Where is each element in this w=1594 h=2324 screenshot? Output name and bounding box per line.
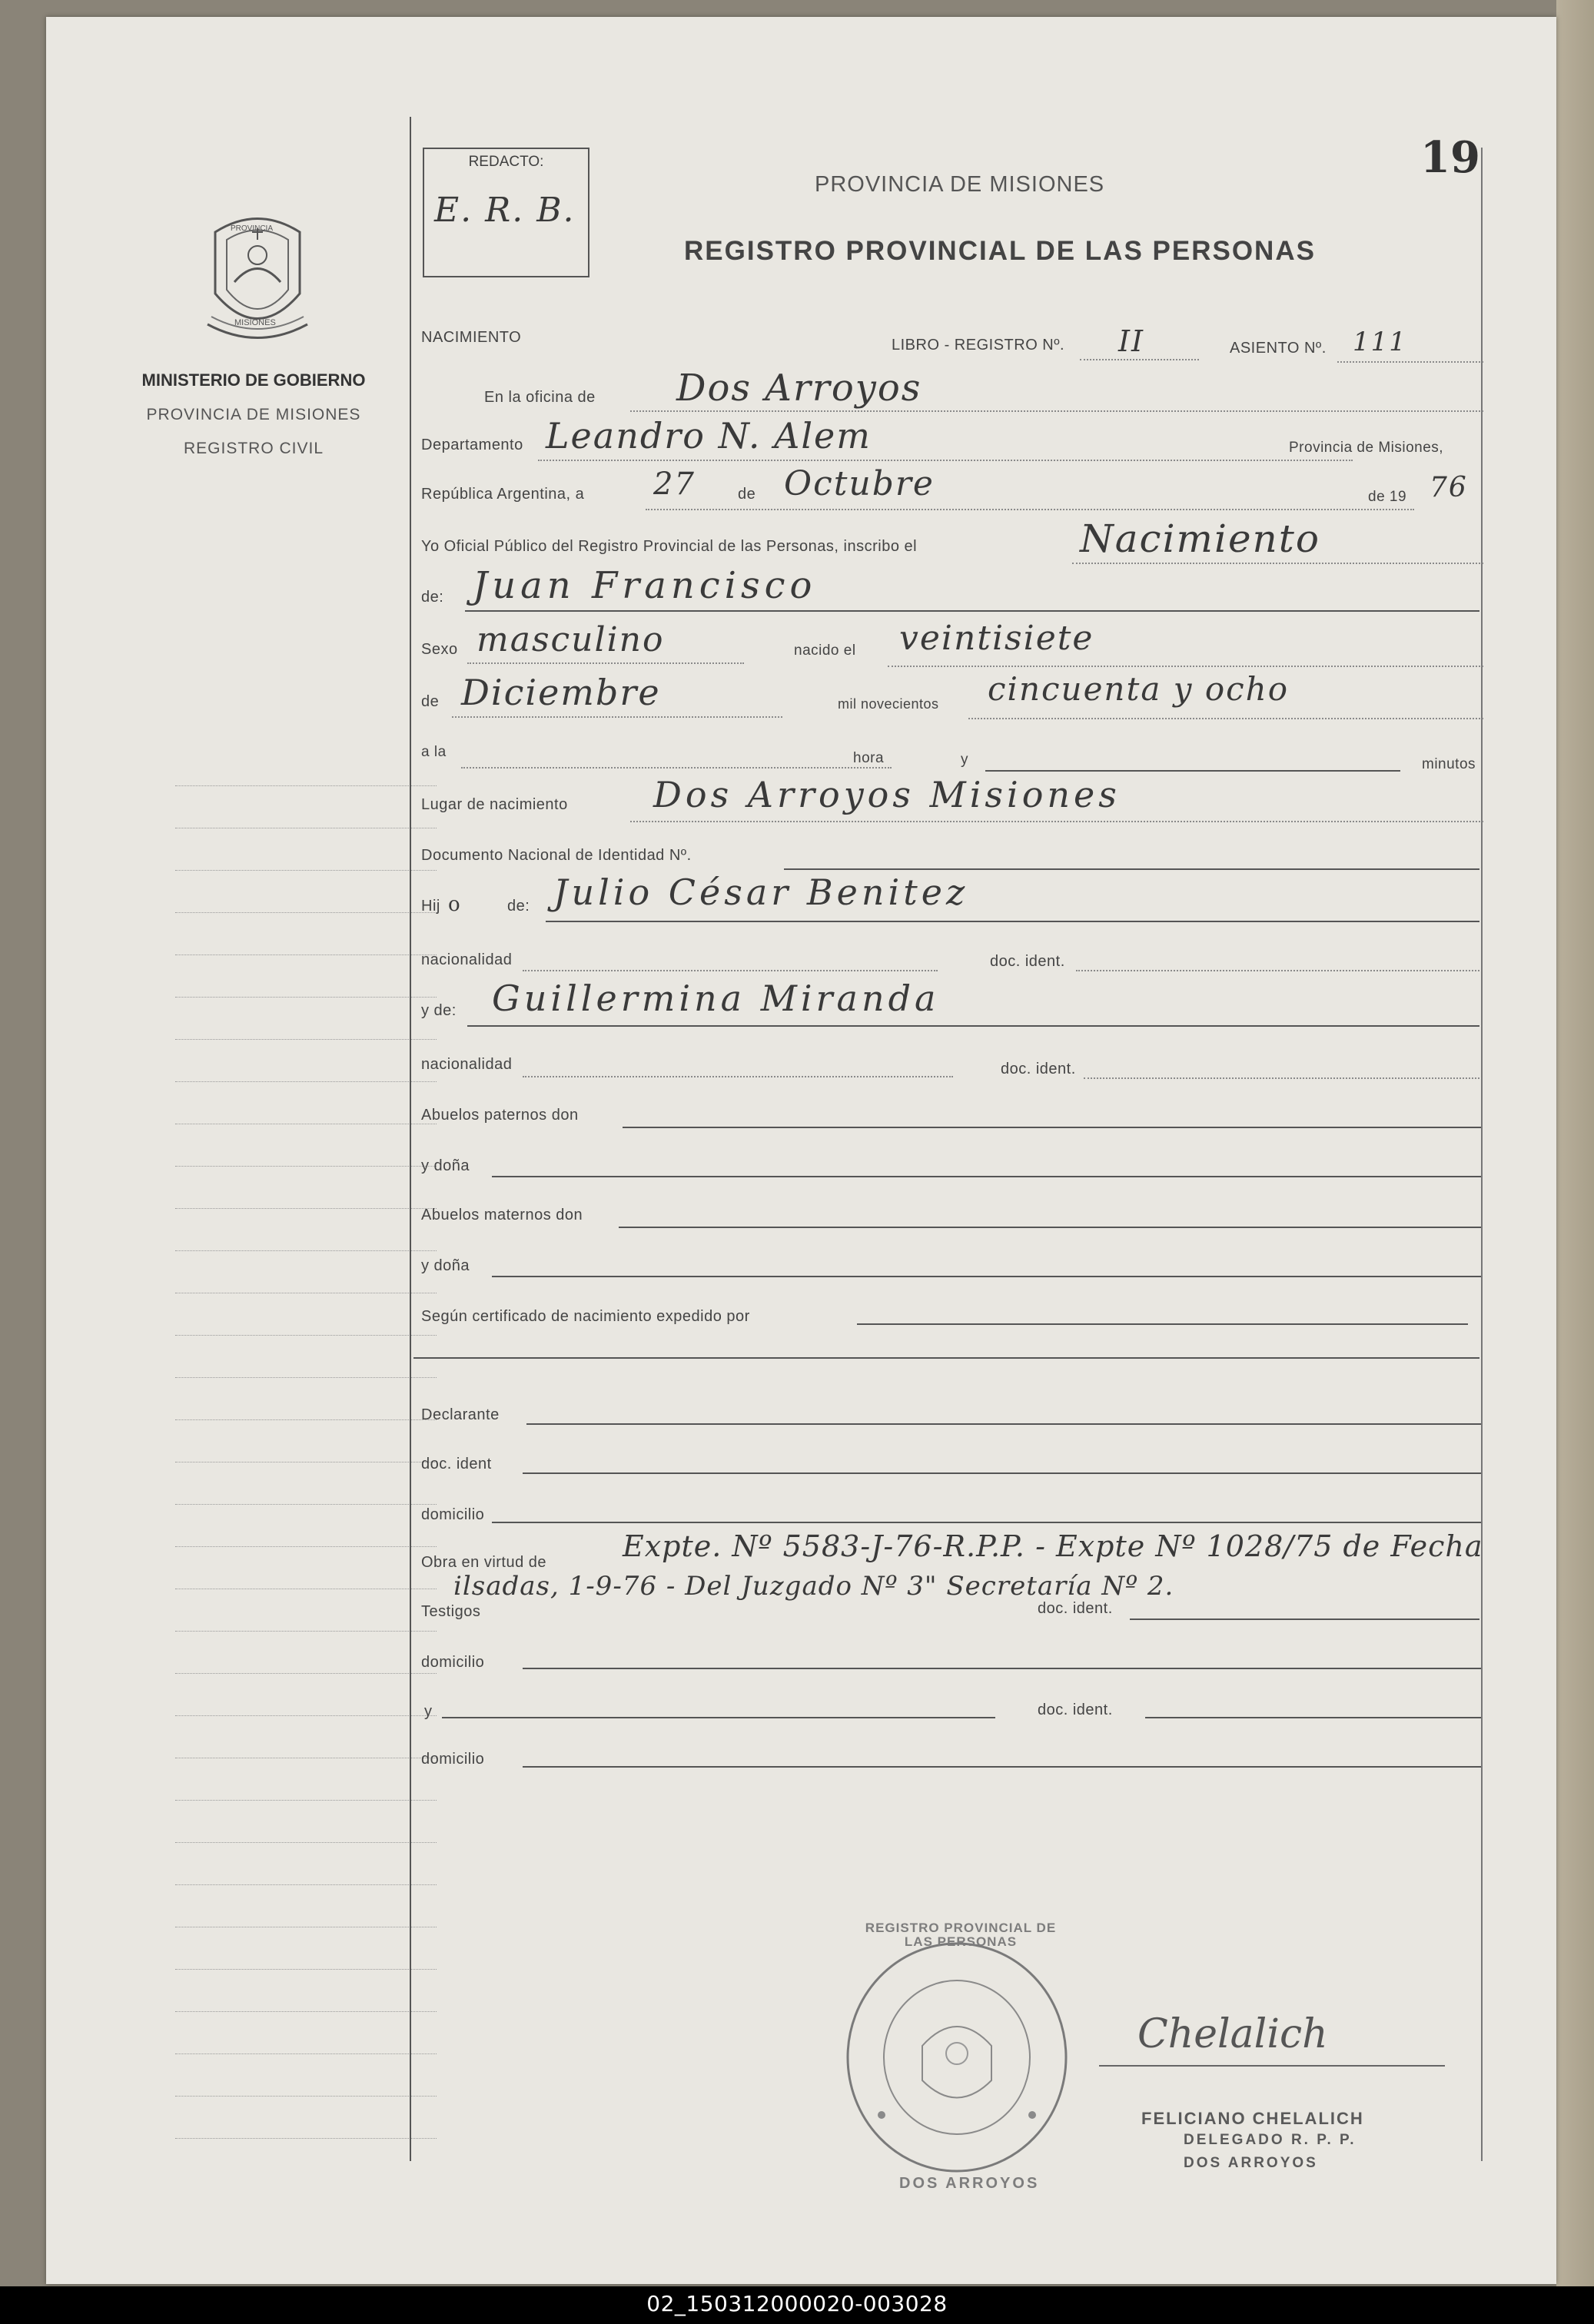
born-de-label: de <box>421 693 440 710</box>
margin-guide-line <box>175 1673 437 1674</box>
libro-label: LIBRO - REGISTRO Nº. <box>892 337 1065 354</box>
seal-top-text: PROVINCIA <box>231 224 274 233</box>
libro-value: II <box>1118 324 1145 358</box>
sidebar-ministry: MINISTERIO DE GOBIERNO <box>141 370 366 390</box>
seal-bottom-text: MISIONES <box>234 318 276 327</box>
header-registry: REGISTRO PROVINCIAL DE LAS PERSONAS <box>684 236 1316 266</box>
witness-doc-line <box>1130 1618 1479 1620</box>
domicile-line <box>492 1522 1481 1523</box>
redacto-label: REDACTO: <box>468 154 544 170</box>
mother-label: y de: <box>421 1002 457 1019</box>
born-month-line <box>452 716 782 718</box>
declarant-line <box>526 1423 1481 1425</box>
department-label: Departamento <box>421 437 523 453</box>
stamp-bottom-text: DOS ARROYOS <box>899 2175 1040 2192</box>
margin-guide-line <box>175 1842 437 1843</box>
right-border <box>1481 148 1483 2161</box>
nationality-line-2 <box>523 1076 953 1077</box>
document-page <box>46 17 1556 2284</box>
certificate-line-2 <box>413 1357 1479 1359</box>
name-label: de: <box>421 589 444 606</box>
margin-guide-line <box>175 1081 437 1082</box>
stamp-ring-text: REGISTRO PROVINCIAL DE LAS PERSONAS <box>865 1921 1057 1949</box>
date-line <box>646 509 1414 510</box>
doc-ident-label-4: doc. ident. <box>1038 1600 1113 1617</box>
inscribe-text: Yo Oficial Público del Registro Provincial de las Personas, inscribo el <box>421 538 918 555</box>
margin-guide-line <box>175 912 437 913</box>
margin-guide-line <box>175 1969 437 1970</box>
date-prefix: República Argentina, a <box>421 486 585 503</box>
hora-label: hora <box>853 750 885 766</box>
signature-line <box>1099 2065 1445 2067</box>
month-value: Octubre <box>784 464 935 503</box>
nationality-line <box>523 970 938 971</box>
archive-id: 02_150312000020-003028 <box>646 2291 948 2316</box>
department-line <box>538 460 1353 461</box>
margin-guide-line <box>175 2138 437 2139</box>
margin-guide-line <box>175 1631 437 1632</box>
header-province: PROVINCIA DE MISIONES <box>815 172 1105 197</box>
obra-value-1: Expte. Nº 5583-J-76-R.P.P. - Expte Nº 1028/75 de Fecha <box>623 1529 1483 1563</box>
signer-title: DELEGADO R. P. P. <box>1184 2132 1357 2148</box>
place-line <box>630 821 1483 822</box>
doc-ident-line-2 <box>1084 1077 1479 1079</box>
inscribe-line <box>1072 563 1483 564</box>
child-label-c: de: <box>507 898 530 915</box>
day-value: 27 <box>653 466 696 502</box>
margin-guide-line <box>175 1039 437 1040</box>
margin-guide-line <box>175 2053 437 2054</box>
second-witness-line <box>442 1717 995 1718</box>
doc-ident-label: doc. ident. <box>990 953 1065 970</box>
place-label: Lugar de nacimiento <box>421 796 568 813</box>
obra-label: Obra en virtud de <box>421 1554 547 1571</box>
mil-label: mil novecientos <box>838 696 939 712</box>
mother-line <box>467 1025 1479 1027</box>
place-value: Dos Arroyos Misiones <box>653 774 1121 815</box>
page-number: 19 <box>1420 132 1480 183</box>
asiento-label: ASIENTO Nº. <box>1230 340 1327 357</box>
signer-place: DOS ARROYOS <box>1184 2155 1318 2171</box>
margin-guide-line <box>175 997 437 998</box>
witnesses-label: Testigos <box>421 1603 481 1620</box>
margin-guide-line <box>175 1715 437 1716</box>
mat-grand-label: Abuelos maternos don <box>421 1207 583 1223</box>
born-month-value: Diciembre <box>461 672 661 713</box>
year-prefix: de 19 <box>1368 489 1407 505</box>
margin-guide-line <box>175 1546 437 1547</box>
department-value: Leandro N. Alem <box>546 415 872 456</box>
domicile-label-2: domicilio <box>421 1654 485 1671</box>
y-label-2: y <box>424 1703 433 1720</box>
minutos-label: minutos <box>1422 756 1476 772</box>
born-day-line <box>888 666 1483 667</box>
margin-guide-line <box>175 1377 437 1378</box>
redacto-value: E. R. B. <box>434 191 576 230</box>
record-type-label: NACIMIENTO <box>421 329 522 346</box>
margin-rule <box>410 117 411 2161</box>
signature-handwritten: Chelalich <box>1137 2011 1328 2057</box>
y-label: y <box>961 752 968 768</box>
hour-line <box>461 767 892 769</box>
doc-ident-line-3 <box>523 1472 1481 1474</box>
margin-guide-line <box>175 2011 437 2012</box>
doc-ident-label-3: doc. ident <box>421 1456 492 1472</box>
margin-guide-line <box>175 785 437 786</box>
mother-value: Guillermina Miranda <box>492 978 940 1019</box>
sex-label: Sexo <box>421 641 458 658</box>
second-witness-doc-line <box>1145 1717 1481 1718</box>
signer-name: FELICIANO CHELALICH <box>1141 2109 1364 2128</box>
sidebar-registry: REGISTRO CIVIL <box>183 440 324 457</box>
pat-grand-label: Abuelos paternos don <box>421 1107 579 1124</box>
margin-guide-line <box>175 2096 437 2097</box>
certificate-label: Según certificado de nacimiento expedido por <box>421 1308 750 1325</box>
domicile-line-2 <box>523 1668 1481 1669</box>
sidebar-province: PROVINCIA DE MISIONES <box>146 406 361 423</box>
margin-guide-line <box>175 1800 437 1801</box>
minutes-line <box>985 770 1400 772</box>
margin-guide-line <box>175 1335 437 1336</box>
father-line <box>546 921 1479 922</box>
office-label: En la oficina de <box>484 389 596 406</box>
pat-dona-line <box>492 1176 1481 1177</box>
margin-guide-line <box>175 1419 437 1420</box>
margin-guide-line <box>175 1504 437 1505</box>
obra-value-2: ilsadas, 1-9-76 - Del Juzgado Nº 3" Secretaría Nº 2. <box>453 1571 1174 1602</box>
a-la-label: a la <box>421 744 447 760</box>
name-value: Juan Francisco <box>473 564 817 607</box>
certificate-line <box>857 1323 1468 1325</box>
official-stamp <box>842 1938 1072 2176</box>
date-de: de <box>738 486 756 503</box>
office-value: Dos Arroyos <box>676 367 922 410</box>
margin-guide-line <box>175 870 437 871</box>
father-value: Julio César Benitez <box>553 872 969 913</box>
born-day-value: veintisiete <box>899 619 1094 658</box>
domicile-label-3: domicilio <box>421 1751 485 1768</box>
asiento-value: 111 <box>1353 327 1407 357</box>
mat-dona-label: y doña <box>421 1257 470 1274</box>
domicile-line-3 <box>523 1766 1481 1768</box>
domicile-label: domicilio <box>421 1506 485 1523</box>
margin-guide-line <box>175 1250 437 1251</box>
born-year-line <box>968 718 1483 719</box>
office-line <box>630 410 1483 412</box>
binder-edge <box>1556 0 1594 2286</box>
born-year-value: cincuenta y ocho <box>988 670 1289 708</box>
mat-dona-line <box>492 1276 1481 1277</box>
margin-guide-line <box>175 1884 437 1885</box>
pat-dona-label: y doña <box>421 1157 470 1174</box>
sex-value: masculino <box>477 620 665 659</box>
dni-line <box>784 868 1479 870</box>
libro-line <box>1080 359 1199 360</box>
nationality-label: nacionalidad <box>421 951 513 968</box>
pat-grand-line <box>623 1127 1481 1128</box>
year-value: 76 <box>1430 472 1468 503</box>
child-label-b: o <box>448 893 462 916</box>
asiento-line <box>1337 361 1483 363</box>
margin-guide-line <box>175 1208 437 1209</box>
nationality-label-2: nacionalidad <box>421 1056 513 1073</box>
margin-guide-line <box>175 954 437 955</box>
name-line <box>465 610 1479 612</box>
doc-ident-line <box>1076 970 1479 971</box>
margin-guide-line <box>175 1166 437 1167</box>
doc-ident-label-5: doc. ident. <box>1038 1702 1113 1718</box>
child-label-a: Hij <box>421 898 440 915</box>
doc-ident-label-2: doc. ident. <box>1001 1061 1076 1077</box>
sex-line <box>467 662 744 664</box>
born-label: nacido el <box>794 642 856 659</box>
inscribe-value: Nacimiento <box>1080 516 1320 561</box>
dni-label: Documento Nacional de Identidad Nº. <box>421 847 692 864</box>
declarant-label: Declarante <box>421 1406 500 1423</box>
province-suffix: Provincia de Misiones, <box>1289 440 1444 456</box>
mat-grand-line <box>619 1227 1481 1228</box>
